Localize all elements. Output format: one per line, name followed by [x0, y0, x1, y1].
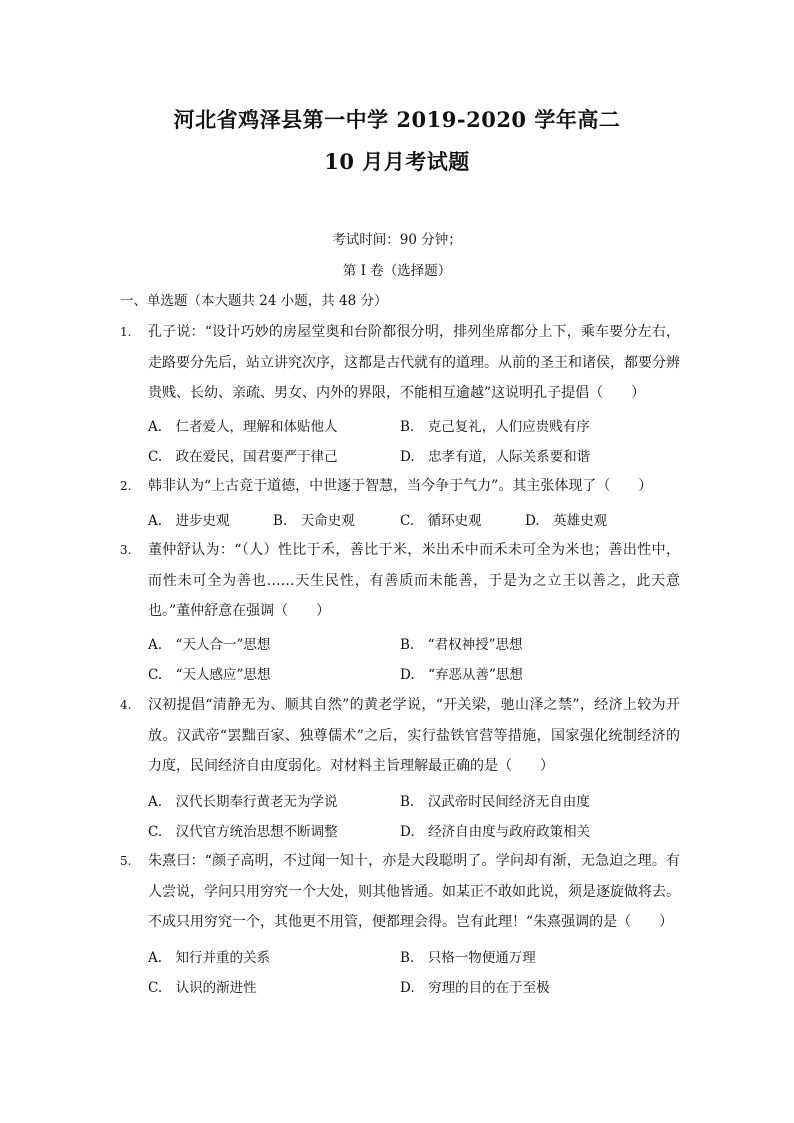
- option-c: C. 循环史观: [400, 513, 482, 529]
- question-stem: 韩非认为“上古竞于道德，中世逐于智慧，当今争于气力”。其主张体现了（ ）: [148, 478, 653, 494]
- option-b: B. 汉武帝时民间经济无自由度: [400, 794, 590, 810]
- option-a: A. “天人合一”思想: [148, 637, 271, 653]
- option-a: A. 仁者爱人，理解和体贴他人: [148, 419, 338, 435]
- option-d: D. 忠孝有道，人际关系要和谐: [400, 449, 591, 465]
- question-stem: 朱熹曰：“颜子高明，不过闻一知十，亦是大段聪明了。学问却有渐，无急迫之理。有人尝说，学问只用穷究一个大处，则其他皆通。如某正不敢如此说，须是逐旋做将去。不成只用穷究一个，其他更不用管，便都理会得。岂有此理！”朱熹强调的是（ ）: [148, 853, 680, 930]
- option-d: D. 英雄史观: [525, 513, 608, 529]
- question-stem: 孔子说：“设计巧妙的房屋堂奥和台阶都很分明，排列坐席都分上下，乘车要分左右，走路要分先后，站立讲究次序，这都是古代就有的道理。从前的圣王和诸侯，都要分辨贵贱、长幼、亲疏、男女、内外的界限，不能相互逾越”这说明孔子提倡（ ）: [148, 324, 680, 401]
- question-number: 4.: [120, 698, 132, 712]
- option-b: B. 克己复礼，人们应贵贱有序: [400, 419, 590, 435]
- question-4: [120, 690, 680, 782]
- volume-heading: 第 I 卷（选择题）: [342, 263, 452, 279]
- exam-time: 考试时间：90 分钟；: [332, 232, 462, 248]
- option-c: C. 认识的渐进性: [148, 980, 257, 996]
- question-stem: 董仲舒认为：“（人）性比于禾，善比于米，米出禾中而禾未可全为米也；善出性中，而性未可全为善也……天生民性，有善质而未能善，于是为之立王以善之，此天意也。”董仲舒意在强调（ ）: [148, 542, 680, 619]
- section-heading: 一、单选题（本大题共 24 小题，共 48 分）: [120, 293, 388, 309]
- option-b: B. 天命史观: [273, 513, 355, 529]
- option-c: C. 政在爱民，国君要严于律己: [148, 449, 338, 465]
- question-5: [120, 846, 680, 938]
- option-d: D. 穷理的目的在于至极: [400, 980, 550, 996]
- question-number: 3.: [120, 543, 132, 557]
- question-3: [120, 535, 680, 627]
- option-b: B. 只格一物便通万理: [400, 950, 536, 966]
- page-title-line1: 河北省鸡泽县第一中学 2019-2020 学年高二: [173, 107, 621, 132]
- question-number: 5.: [120, 854, 132, 868]
- option-a: A. 知行并重的关系: [148, 950, 271, 966]
- option-c: C. “天人感应”思想: [148, 667, 271, 683]
- option-d: D. “弃恶从善”思想: [400, 667, 523, 683]
- question-1: [120, 317, 680, 409]
- option-a: A. 汉代长期奉行黄老无为学说: [148, 794, 338, 810]
- question-stem: 汉初提倡“清静无为、顺其自然”的黄老学说，“开关梁，驰山泽之禁”，经济上较为开放。汉武帝“罢黜百家、独尊儒术”之后，实行盐铁官营等措施，国家强化统制经济的力度，民间经济自由度弱化。对材料主旨理解最正确的是（ ）: [148, 697, 680, 774]
- question-number: 1.: [120, 325, 132, 339]
- question-number: 2.: [120, 479, 132, 493]
- option-d: D. 经济自由度与政府政策相关: [400, 824, 591, 840]
- option-c: C. 汉代官方统治思想不断调整: [148, 824, 338, 840]
- option-a: A. 进步史观: [148, 513, 230, 529]
- option-b: B. “君权神授”思想: [400, 637, 523, 653]
- page-title-line2: 10 月月考试题: [324, 149, 470, 174]
- question-2: [120, 471, 680, 502]
